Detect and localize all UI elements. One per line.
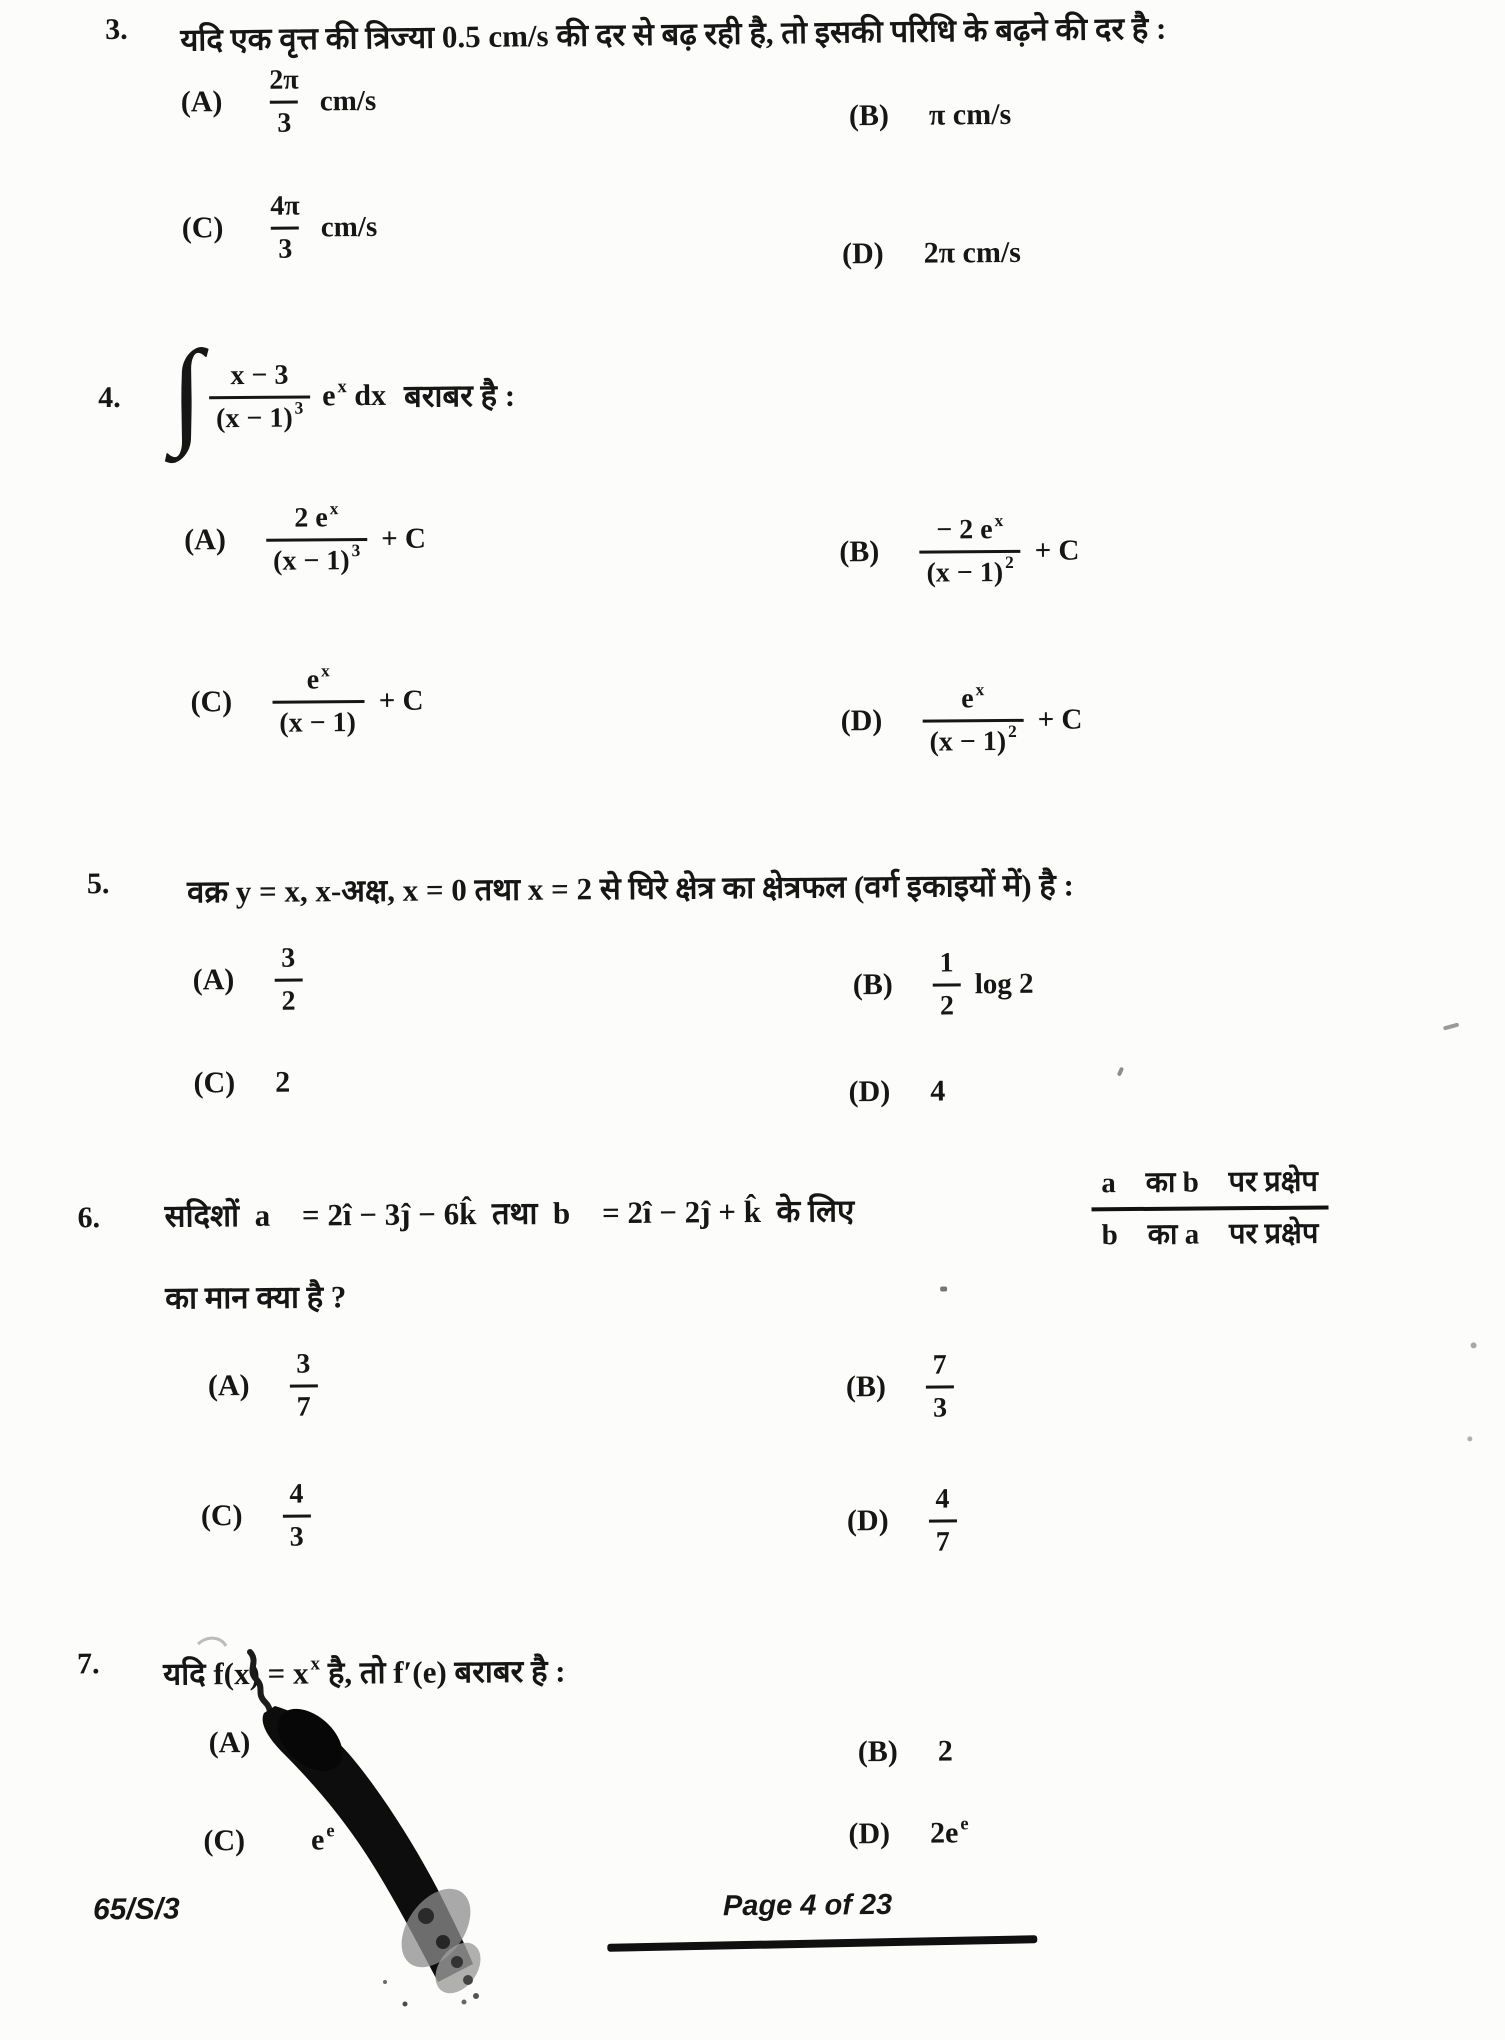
option-label: (C) <box>182 211 224 245</box>
fraction <box>289 1347 318 1423</box>
num-exponent: x <box>330 499 339 518</box>
ink-speckle <box>418 1908 434 1924</box>
fraction <box>272 663 365 740</box>
option-label: (C) <box>193 1066 235 1100</box>
fraction <box>926 1348 955 1424</box>
integral-sign: ∫ <box>170 342 203 443</box>
fraction <box>266 501 368 578</box>
den-exponent: 2 <box>1005 553 1014 572</box>
option-unit: cm/s <box>320 85 377 118</box>
projection-ratio-fraction <box>1091 1163 1328 1253</box>
den-exponent: 2 <box>1008 722 1017 741</box>
ink-speckle <box>451 1956 463 1968</box>
num-exponent: x <box>321 661 330 680</box>
fraction <box>932 946 961 1022</box>
fraction-denominator: 3 <box>271 226 299 266</box>
option-label: (D) <box>847 1504 889 1538</box>
fraction-denominator <box>919 549 1021 589</box>
question-4-option-a <box>184 501 426 579</box>
fraction-denominator <box>209 395 311 435</box>
fraction-denominator: 3 <box>926 1385 954 1425</box>
question-5-option-a <box>192 942 302 1019</box>
question-4-stem <box>98 340 516 454</box>
den-base: (x − 1) <box>929 726 1006 758</box>
question-3-number: 3. <box>105 13 128 47</box>
num-base: e <box>307 664 320 695</box>
ink-speckle <box>462 2000 467 2005</box>
scan-speck <box>1467 1436 1472 1441</box>
option-tail: log 2 <box>975 967 1034 1000</box>
question-5-option-d <box>848 1074 945 1109</box>
question-7-option-b <box>858 1734 953 1769</box>
fraction-numerator: 3 <box>289 1347 317 1384</box>
q7-text-post: है, तो f′(e) बराबर है : <box>320 1653 566 1690</box>
option-value: 2 <box>938 1734 953 1768</box>
value-base: e <box>311 1823 325 1856</box>
question-5-number: 5. <box>87 867 110 901</box>
question-6-option-d <box>847 1482 957 1559</box>
ink-blot-overlay <box>180 1630 540 2030</box>
option-value: 4 <box>930 1074 945 1108</box>
option-label: (C) <box>201 1499 243 1533</box>
ink-speckle <box>436 1935 450 1949</box>
dx: dx <box>354 379 386 412</box>
fraction <box>282 1477 311 1553</box>
pencil-curl-mark <box>198 1638 226 1646</box>
fraction <box>263 189 307 266</box>
question-4-number: 4. <box>98 381 121 415</box>
fraction-denominator: 7 <box>929 1519 957 1559</box>
fraction-numerator <box>954 682 991 719</box>
question-4-option-d <box>840 681 1082 759</box>
question-3-text: यदि एक वृत्त की त्रिज्या 0.5 cm/s की दर से बढ़ रही है, तो इसकी परिधि के बढ़ने की दर है : <box>180 7 1167 61</box>
den-base: (x − 1) <box>273 545 350 577</box>
fraction-numerator: 2π <box>262 63 306 100</box>
page-indicator: Page 4 of 23 <box>723 1889 893 1923</box>
question-3-option-b <box>849 98 1012 133</box>
den-exponent: 3 <box>295 399 304 418</box>
plus-c: + C <box>1037 703 1082 736</box>
ink-speckle <box>473 1993 479 1999</box>
option-label: (C) <box>190 685 232 719</box>
question-5-option-b <box>852 946 1033 1024</box>
q6-text-post: के लिए <box>776 1193 854 1229</box>
fraction-numerator <box>287 501 345 538</box>
option-value: π cm/s <box>929 98 1012 133</box>
fraction-denominator: 3 <box>283 1514 311 1554</box>
option-label: (A) <box>208 1369 250 1403</box>
question-4-text: बराबर है : <box>404 374 515 417</box>
scan-speck <box>940 1286 947 1291</box>
ink-speckle <box>463 1975 473 1985</box>
fraction-denominator: b⃗ का a⃗ पर प्रक्षेप <box>1092 1206 1329 1254</box>
plus-c: + C <box>1035 534 1080 567</box>
num-exponent: x <box>976 680 985 699</box>
option-label: (B) <box>853 968 893 1002</box>
plus-c: + C <box>379 684 424 717</box>
question-5-option-c <box>193 1066 290 1101</box>
den-base: (x − 1) <box>279 707 356 739</box>
plus-c: + C <box>381 522 426 555</box>
option-label: (A) <box>184 523 226 557</box>
question-7-number: 7. <box>77 1647 100 1681</box>
fraction <box>262 63 306 140</box>
question-6-text-line2: का मान क्या है ? <box>165 1275 346 1318</box>
question-3-option-a <box>181 63 377 141</box>
footer-underline <box>607 1935 1037 1952</box>
integrand-fraction <box>209 359 311 436</box>
option-label: (A) <box>193 963 235 997</box>
fraction-numerator <box>929 513 1010 550</box>
option-label: (B) <box>839 535 879 569</box>
option-label: (D) <box>848 1817 890 1851</box>
scan-speck <box>1117 1067 1124 1077</box>
question-4-option-c <box>190 663 424 741</box>
fraction-denominator <box>266 538 368 578</box>
option-value <box>930 1816 969 1850</box>
question-3-option-c <box>181 189 377 267</box>
question-3-option-d <box>842 236 1021 271</box>
scan-speck <box>1471 1342 1477 1348</box>
option-label: (B) <box>849 99 889 133</box>
option-label: (D) <box>842 237 884 271</box>
num-base: e <box>961 683 974 714</box>
q6-vector-b: b⃗ = 2î − 2ĵ + k̂ <box>553 1194 761 1231</box>
option-label: (D) <box>841 704 883 738</box>
fraction-denominator: 2 <box>933 983 961 1023</box>
q7-text-pre: यदि f(x) = x <box>163 1656 309 1692</box>
fraction-denominator: 7 <box>290 1384 318 1424</box>
num-base: − 2 e <box>936 514 993 545</box>
fraction <box>922 682 1024 759</box>
fraction-denominator: 3 <box>270 100 298 140</box>
ink-speckle <box>383 1980 387 1984</box>
q6-text-pre: सदिशों <box>164 1198 239 1234</box>
fraction-numerator: 4π <box>263 189 307 226</box>
e-exponent: x <box>337 376 346 397</box>
question-6-option-b <box>846 1348 955 1425</box>
option-unit: cm/s <box>321 211 378 244</box>
fraction <box>919 513 1021 590</box>
value-base: 2e <box>930 1816 959 1849</box>
e-base: e <box>322 379 336 412</box>
q6-vector-a: a⃗ = 2î − 3ĵ − 6k̂ <box>254 1196 476 1233</box>
q6-text-mid: तथा <box>492 1196 538 1231</box>
ink-speckle <box>403 2002 408 2007</box>
fraction <box>274 942 303 1018</box>
den-base: (x − 1) <box>216 402 293 434</box>
question-7-option-d <box>848 1816 969 1851</box>
fraction-numerator: 4 <box>928 1482 956 1519</box>
fraction-numerator: 7 <box>926 1348 954 1385</box>
option-label: (B) <box>846 1370 886 1404</box>
option-label: (A) <box>209 1726 251 1760</box>
question-6-text-line1 <box>164 1189 854 1236</box>
integrand-tail <box>322 379 386 414</box>
value-exponent: e <box>326 1820 334 1841</box>
scan-speck <box>1443 1022 1459 1030</box>
option-value: 2 <box>275 1066 290 1100</box>
fraction-numerator: 4 <box>282 1477 310 1514</box>
fraction-denominator: 2 <box>274 978 302 1018</box>
question-5-text: वक्र y = x, x-अक्ष, x = 0 तथा x = 2 से घिरे क्षेत्र का क्षेत्रफल (वर्ग इकाइयों में) है : <box>187 863 1074 912</box>
paper-code: 65/S/3 <box>93 1893 180 1928</box>
option-label: (C) <box>203 1824 245 1858</box>
question-6-option-c <box>201 1477 311 1554</box>
option-label: (B) <box>858 1735 898 1769</box>
fraction-denominator <box>272 700 365 740</box>
option-value: 2π cm/s <box>924 236 1022 271</box>
num-exponent: x <box>995 511 1004 530</box>
fraction-denominator <box>922 718 1024 758</box>
fraction-numerator <box>300 663 337 700</box>
question-6-option-a <box>208 1347 318 1424</box>
fraction-numerator: a⃗ का b⃗ पर प्रक्षेप <box>1091 1163 1328 1207</box>
option-label: (D) <box>848 1075 890 1109</box>
question-6-number: 6. <box>77 1201 100 1235</box>
num-base: 2 e <box>294 502 328 533</box>
den-exponent: 3 <box>352 541 361 560</box>
question-4-option-b <box>839 512 1080 590</box>
fraction-numerator: 3 <box>274 942 302 979</box>
fraction-numerator: 1 <box>932 946 960 983</box>
fraction <box>928 1482 957 1558</box>
value-exponent: e <box>960 1813 968 1834</box>
den-base: (x − 1) <box>926 557 1003 589</box>
fraction-numerator: x − 3 <box>223 359 295 396</box>
q7-exponent: x <box>310 1654 320 1675</box>
option-label: (A) <box>181 85 223 119</box>
